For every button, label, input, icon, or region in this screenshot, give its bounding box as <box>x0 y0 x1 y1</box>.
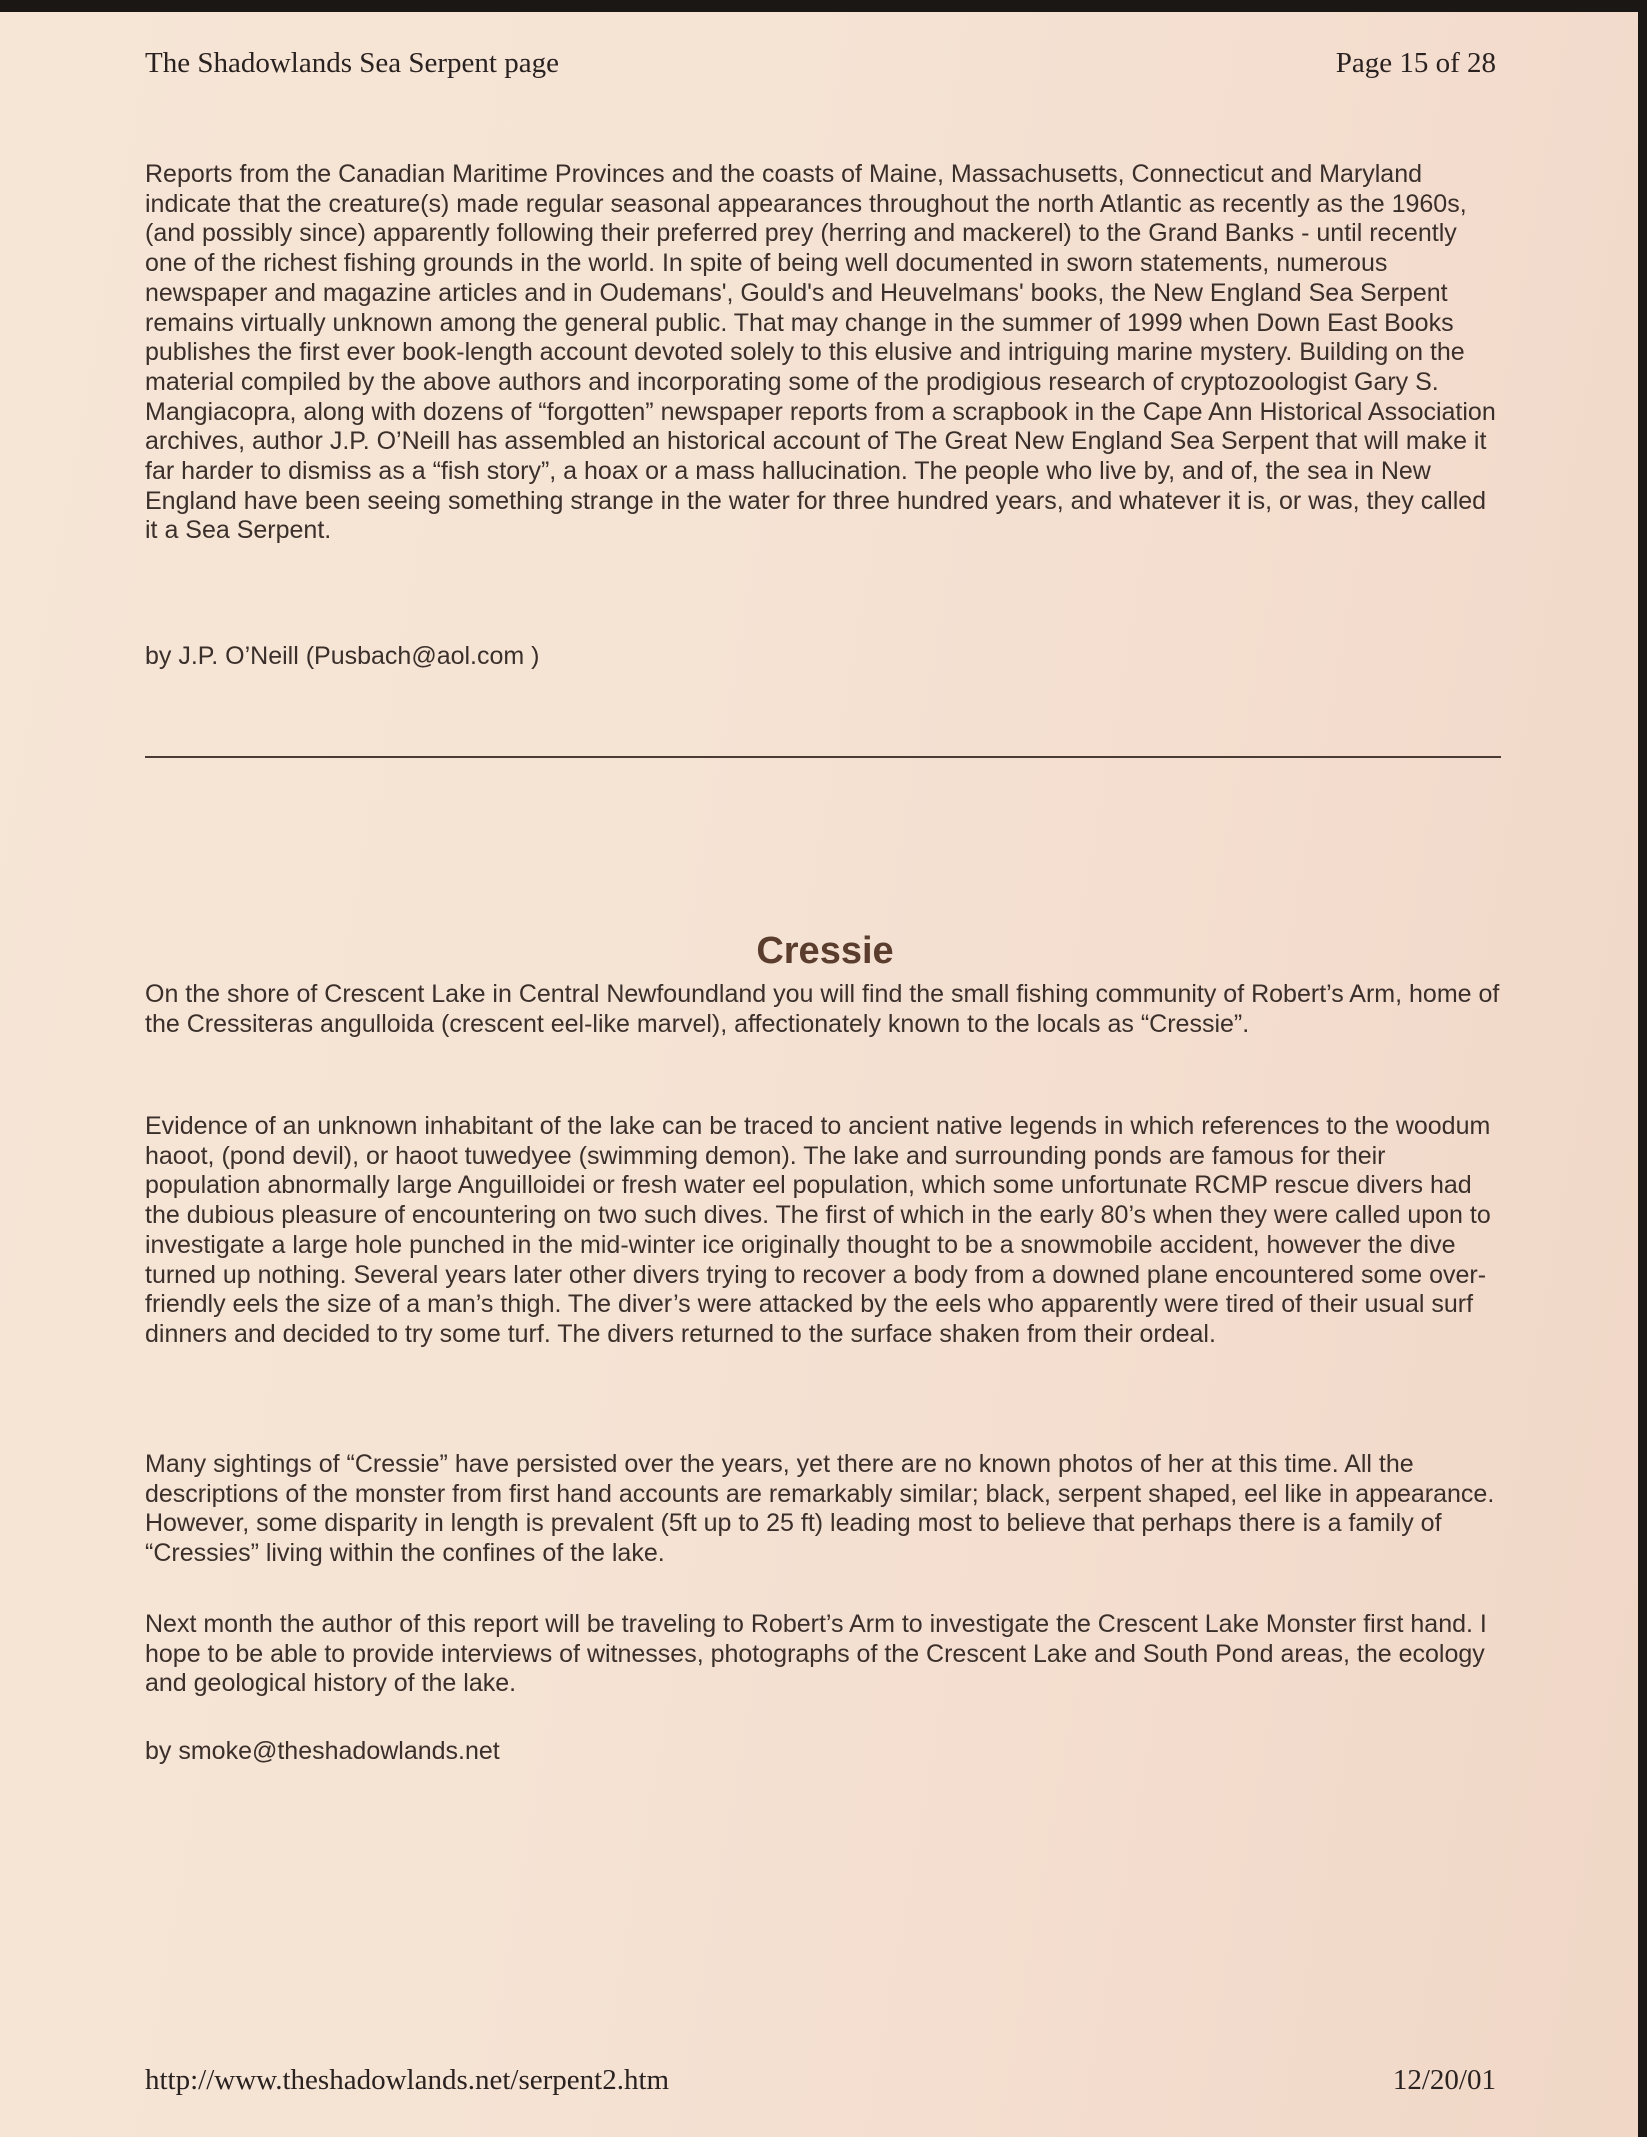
article2-byline: by smoke@theshadowlands.net <box>145 1737 500 1765</box>
article2-paragraph-2-block <box>145 1112 1505 1350</box>
section-divider <box>145 756 1501 758</box>
article2-paragraph-1-block <box>145 980 1505 1039</box>
header-title: The Shadowlands Sea Serpent page <box>145 47 559 79</box>
article1-paragraph: Reports from the Canadian Maritime Provinces and the coasts of Maine, Massachusetts, Connecticut and Maryland indicate that the creature(s) made regular seasonal appearances throughout the north Atlantic as recently as the 1960s, (and possibly since) apparently following their preferred prey (herring and mackerel) to the Grand Banks - until recently one of the richest fishing grounds in the world. In spite of being well documented in sworn statements, numerous newspaper and magazine articles and in Oudemans', Gould's and Heuvelmans' books, the New England Sea Serpent remains virtually unknown among the general public. That may change in the summer of 1999 when Down East Books publishes the first ever book-length account devoted solely to this elusive and intriguing marine mystery. Building on the material compiled by the above authors and incorporating some of the prodigious research of cryptozoologist Gary S. Mangiacopra, along with dozens of “forgotten” newspaper reports from a scrapbook in the Cape Ann Historical Association archives, author J.P. O’Neill has assembled an historical account of The Great New England Sea Serpent that will make it far harder to dismiss as a “fish story”, a hoax or a mass hallucination. The people who live by, and of, the sea in New England have been seeing something strange in the water for three hundred years, and whatever it is, or was, they called it a Sea Serpent. <box>145 160 1496 545</box>
article2-paragraph: Next month the author of this report will be traveling to Robert’s Arm to investigate the Crescent Lake Monster first hand. I hope to be able to provide interviews of witnesses, photographs of the Crescent Lake and South Pond areas, the ecology and geological history of the lake. <box>145 1610 1487 1698</box>
page-number: Page 15 of 28 <box>1335 47 1496 79</box>
article2-paragraph: Many sightings of “Cressie” have persisted over the years, yet there are no known photos of her at this time. All the descriptions of the monster from first hand accounts are remarkably similar; black, serpent shaped, eel like in appearance. However, some disparity in length is prevalent (5ft up to 25 ft) leading most to believe that perhaps there is a family of “Cressies” living within the confines of the lake. <box>145 1450 1495 1568</box>
footer-date: 12/20/01 <box>1392 2064 1496 2096</box>
document-page <box>0 12 1638 2137</box>
article1-byline: by J.P. O’Neill (Pusbach@aol.com ) <box>145 642 540 670</box>
article2-paragraph-3-block <box>145 1450 1505 1569</box>
article2-paragraph-4-block <box>145 1610 1505 1699</box>
article2-byline-block <box>145 1737 1505 1767</box>
article1-byline-block <box>145 642 1505 672</box>
article2-paragraph: Evidence of an unknown inhabitant of the lake can be traced to ancient native legends in which references to the woodum haoot, (pond devil), or haoot tuwedyee (swimming demon). The lake and surrounding ponds are famous for their population abnormally large Anguilloidei or fresh water eel population, which some unfortunate RCMP rescue divers had the dubious pleasure of encountering on two such dives. The first of which in the early 80’s when they were called upon to investigate a large hole punched in the mid-winter ice originally thought to be a snowmobile accident, however the dive turned up nothing. Several years later other divers trying to recover a body from a downed plane encountered some over-friendly eels the size of a man’s thigh. The diver’s were attacked by the eels who apparently were tired of their usual surf dinners and decided to try some turf. The divers returned to the surface shaken from their ordeal. <box>145 1112 1491 1348</box>
article2-paragraph: On the shore of Crescent Lake in Central Newfoundland you will find the small fishing community of Robert’s Arm, home of the Cressiteras angulloida (crescent eel-like marvel), affectionately known to the locals as “Cressie”. <box>145 980 1500 1038</box>
cressie-title: Cressie <box>756 930 894 972</box>
footer-url: http://www.theshadowlands.net/serpent2.htm <box>145 2064 670 2096</box>
article1-body <box>145 160 1505 546</box>
